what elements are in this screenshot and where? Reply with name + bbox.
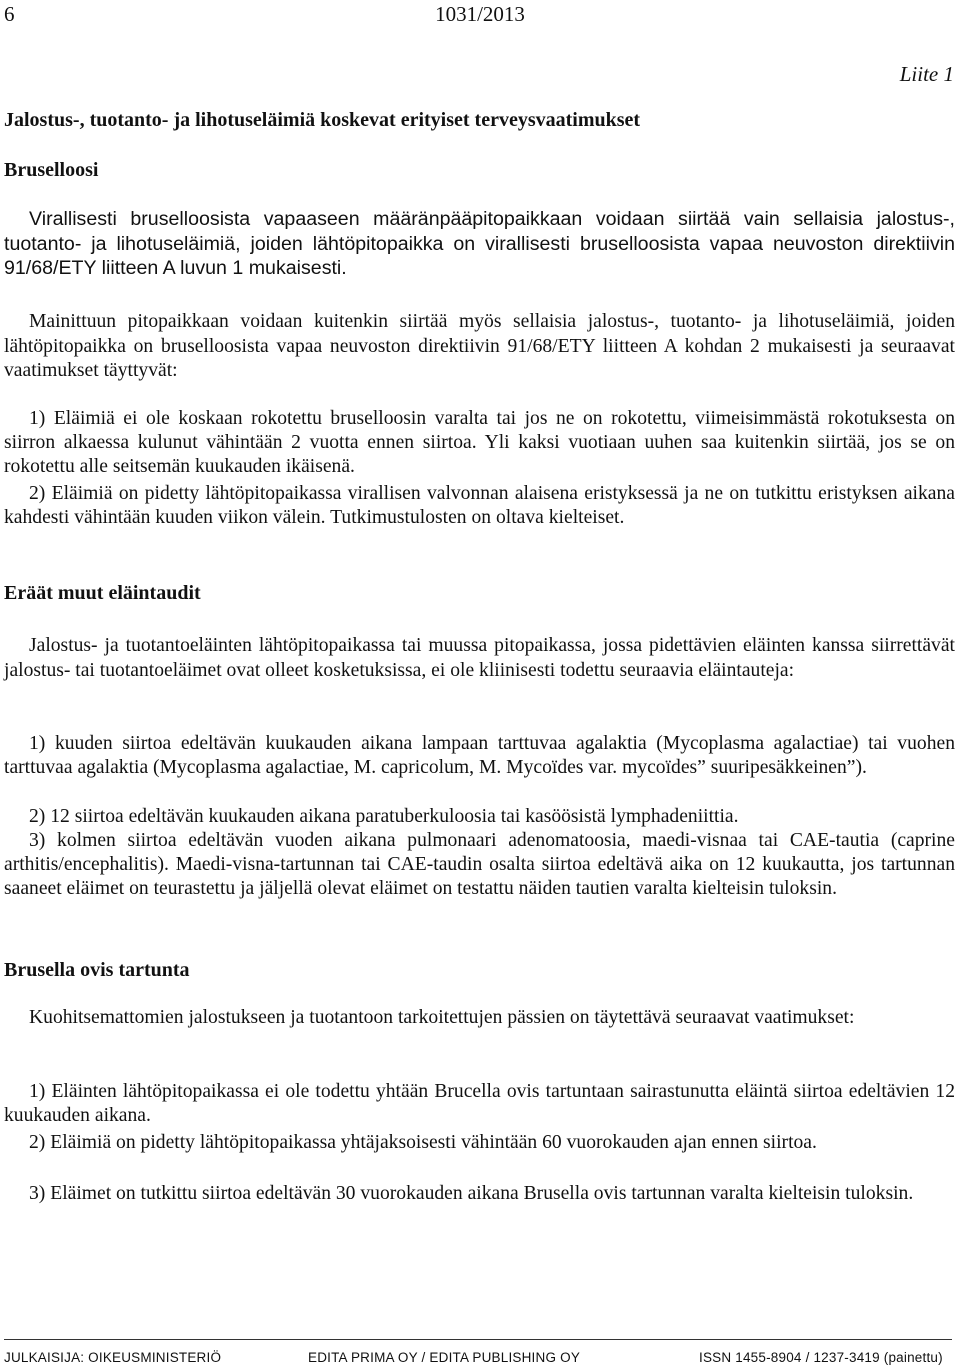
- section-heading-brucella-ovis: Brusella ovis tartunta: [4, 959, 190, 981]
- document-id: 1031/2013: [435, 2, 525, 26]
- footer-issn: ISSN 1455-8904 / 1237-3419 (painettu): [699, 1350, 943, 1365]
- section-heading-brucellosis: Bruselloosi: [4, 159, 99, 181]
- other-diseases-intro: Jalostus- ja tuotantoeläinten lähtöpitopaikassa tai muussa pitopaikassa, jossa pidettävien eläinten kanssa siirrettävät jalostus- tai tuotantoeläimet ovat olleet kosketuksissa, ei ole kliinisesti todettu seuraavia eläintauteja:: [4, 635, 955, 681]
- brucella-ovis-item-1: 1) Eläinten lähtöpitopaikassa ei ole todettu yhtään Brucella ovis tartuntaan sairastunutta eläintä siirtoa edeltävien 12 kuukauden aikana.: [4, 1081, 955, 1126]
- brucellosis-item-1: 1) Eläimiä ei ole koskaan rokotettu bruselloosin varalta tai jos ne on rokotettu, viimeisimmästä rokotuksesta on siirron alkaessa kulunut vähintään 2 vuotta ennen siirtoa. Yli kaksi vuotiaan uuhen saa kuitenkin siirtää, jos se on rokotettu alle seitsemän kuukauden ikäisenä.: [4, 408, 955, 477]
- brucella-ovis-item-2: 2) Eläimiä on pidetty lähtöpitopaikassa yhtäjaksoisesti vähintään 60 vuorokauden ajan ennen siirtoa.: [29, 1132, 817, 1153]
- other-diseases-item-3: 3) kolmen siirtoa edeltävän vuoden aikana pulmonaari adenomatoosia, maedi-visnaa tai CAE-tautia (caprine arthitis/encephalitis). Maedi-visna-tartunnan tai CAE-taudin osalta siirtoa edeltävä aika on 12 kuukautta, jos tartunnan saaneet eläimet on teurastettu ja jäljellä olevat eläimet on testattu näiden tautien varalta kielteisin tuloksin.: [4, 830, 955, 899]
- brucella-ovis-item-3: 3) Eläimet on tutkittu siirtoa edeltävän 30 vuorokauden aikana Brusella ovis tartunnan varalta kielteisin tuloksin.: [29, 1183, 914, 1204]
- page-number: 6: [4, 2, 15, 26]
- section-heading-other-diseases: Eräät muut eläintaudit: [4, 582, 201, 604]
- brucella-ovis-intro: Kuohitsemattomien jalostukseen ja tuotantoon tarkoitettujen pässien on täytettävä seuraavat vaatimukset:: [29, 1007, 855, 1028]
- footer-printer: EDITA PRIMA OY / EDITA PUBLISHING OY: [308, 1350, 581, 1365]
- brucellosis-item-2: 2) Eläimiä on pidetty lähtöpitopaikassa virallisen valvonnan alaisena eristyksessä ja ne on tutkittu eristyksen aikana kahdesti vähintään kuuden viikon välein. Tutkimustulosten on oltava kielteiset.: [4, 483, 955, 528]
- page-title: Jalostus-, tuotanto- ja lihotuseläimiä koskevat erityiset terveysvaatimukset: [4, 109, 641, 131]
- appendix-label: Liite 1: [899, 62, 954, 86]
- brucellosis-intro: Virallisesti bruselloosista vapaaseen määränpääpitopaikkaan voidaan siirtää vain sellaisia jalostus-, tuotanto- ja lihotuseläimiä, joiden lähtöpitopaikka on virallisesti bruselloosista vapaa neuvoston direktiivin 91/68/ETY liitteen A luvun 1 mukaisesti.: [4, 208, 955, 280]
- footer-divider: [4, 1339, 952, 1340]
- footer-publisher: JULKAISIJA: OIKEUSMINISTERIÖ: [4, 1350, 222, 1365]
- other-diseases-item-1: 1) kuuden siirtoa edeltävän kuukauden aikana lampaan tarttuvaa agalaktia (Mycoplasma agalactiae) tai vuohen tarttuvaa agalaktia (Mycoplasma agalactiae, M. capricolum, M. Mycoïdes var. mycoïdes” suuripesäkkeinen”).: [4, 733, 955, 778]
- brucellosis-exception: Mainittuun pitopaikkaan voidaan kuitenkin siirtää myös sellaisia jalostus-, tuotanto- ja lihotuseläimiä, joiden lähtöpitopaikka on bruselloosista vapaa neuvoston direktiivin 91/68/ETY liitteen A kohdan 2 mukaisesti ja seuraavat vaatimukset täyttyvät:: [4, 311, 955, 382]
- other-diseases-item-2: 2) 12 siirtoa edeltävän kuukauden aikana paratuberkuloosia tai kasöösistä lymphadeniittia.: [29, 806, 739, 827]
